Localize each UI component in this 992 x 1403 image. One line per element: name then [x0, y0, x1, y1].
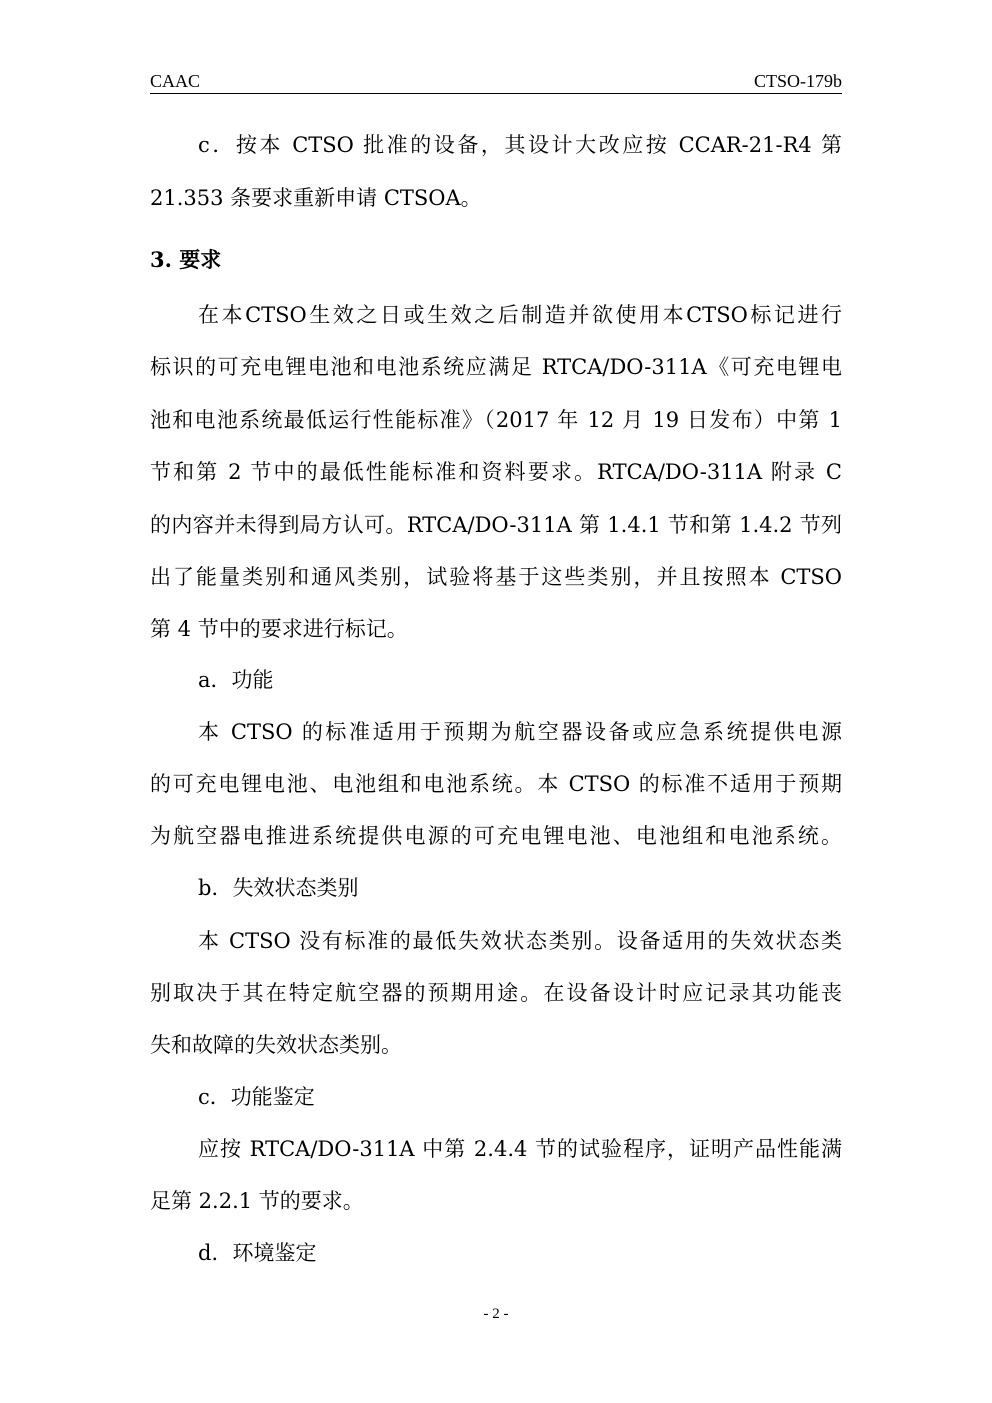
header-divider	[150, 93, 842, 94]
paragraph-line: 的内容并未得到局方认可。RTCA/DO-311A 第 1.4.1 节和第 1.4.2 节列	[150, 513, 842, 537]
paragraph-line: 本 CTSO 的标准适用于预期为航空器设备或应急系统提供电源	[198, 720, 842, 744]
section-heading: 3. 要求	[150, 247, 222, 272]
paragraph-line: 应按 RTCA/DO-311A 中第 2.4.4 节的试验程序，证明产品性能满	[198, 1137, 842, 1161]
paragraph-line: 在本CTSO生效之日或生效之后制造并欲使用本CTSO标记进行	[198, 303, 842, 327]
paragraph-line: 标识的可充电锂电池和电池系统应满足 RTCA/DO-311A《可充电锂电	[150, 355, 842, 379]
subsection-heading: c．功能鉴定	[198, 1085, 315, 1109]
paragraph-line: 池和电池系统最低运行性能标准》（2017 年 12 月 19 日发布）中第 1	[150, 408, 842, 432]
subsection-heading: a．功能	[198, 668, 274, 692]
paragraph-line: 为航空器电推进系统提供电源的可充电锂电池、电池组和电池系统。	[150, 824, 842, 848]
subsection-heading: d．环境鉴定	[198, 1241, 317, 1265]
paragraph-line: 失和故障的失效状态类别。	[150, 1033, 402, 1057]
paragraph-line: c．按本 CTSO 批准的设备，其设计大改应按 CCAR-21-R4 第	[198, 133, 842, 157]
paragraph-line: 别取决于其在特定航空器的预期用途。在设备设计时应记录其功能丧	[150, 981, 842, 1005]
header-right: CTSO-179b	[753, 71, 842, 91]
paragraph-line: 足第 2.2.1 节的要求。	[150, 1189, 364, 1213]
paragraph-line: 出了能量类别和通风类别，试验将基于这些类别，并且按照本 CTSO	[150, 565, 842, 589]
header-left: CAAC	[150, 71, 201, 91]
page-number: - 2 -	[483, 1306, 509, 1322]
paragraph-line: 节和第 2 节中的最低性能标准和资料要求。RTCA/DO-311A 附录 C	[150, 460, 842, 484]
paragraph-line: 的可充电锂电池、电池组和电池系统。本 CTSO 的标准不适用于预期	[150, 772, 842, 796]
subsection-heading: b．失效状态类别	[198, 876, 359, 900]
paragraph-line: 21.353 条要求重新申请 CTSOA。	[150, 186, 482, 210]
paragraph-line: 本 CTSO 没有标准的最低失效状态类别。设备适用的失效状态类	[198, 929, 842, 953]
paragraph-line: 第 4 节中的要求进行标记。	[150, 617, 408, 641]
